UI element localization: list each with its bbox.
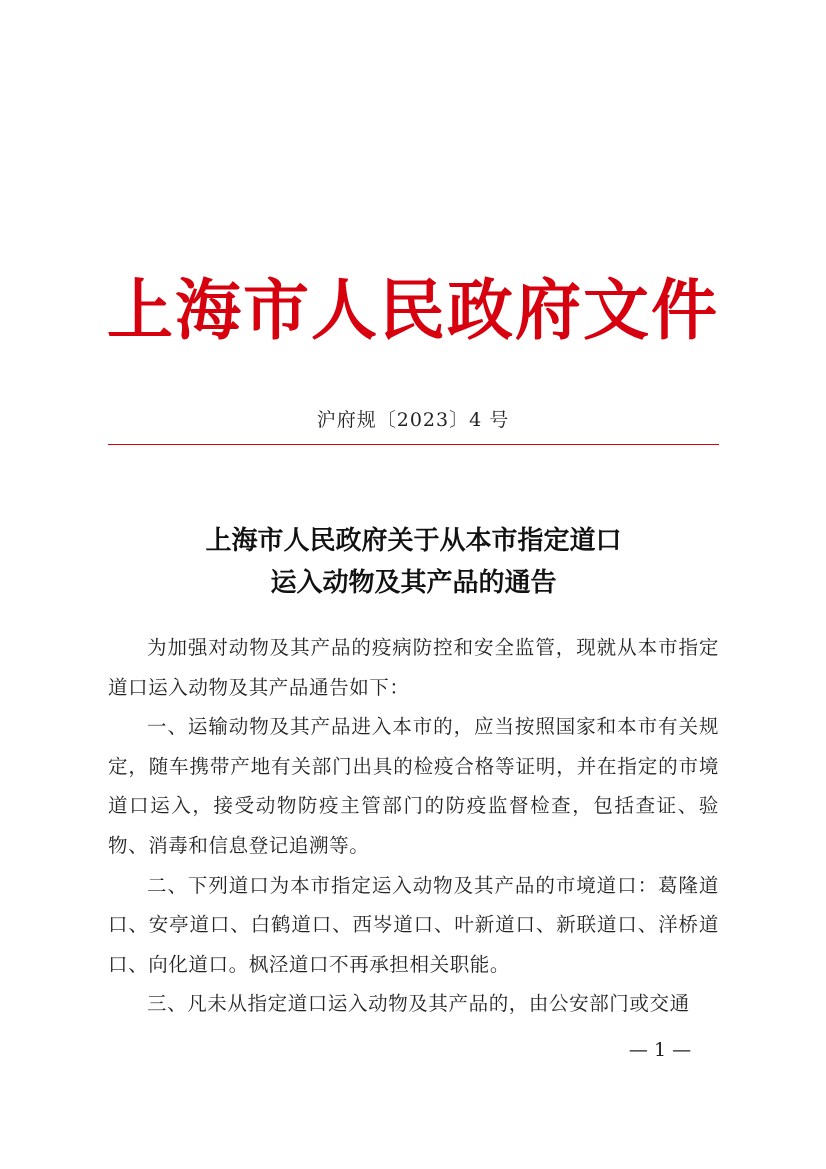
body-paragraph-intro: 为加强对动物及其产品的疫病防控和安全监管，现就从本市指定道口运入动物及其产品通告如下： xyxy=(108,636,719,699)
document-masthead: 上海市人民政府文件 xyxy=(107,271,719,349)
body-paragraph-1: 一、运输动物及其产品进入本市的，应当按照国家和本市有关规定，随车携带产地有关部门出具的检疫合格等证明，并在指定的市境道口运入，接受动物防疫主管部门的防疫监督检查，包括查证、验物、消毒和信息登记追溯等。 xyxy=(108,715,719,857)
document-title xyxy=(108,520,719,604)
title-line-1: 上海市人民政府关于从本市指定道口 xyxy=(205,526,622,556)
document-number: 沪府规〔2023〕4 号 xyxy=(316,409,510,431)
red-separator-line xyxy=(108,444,719,445)
document-body xyxy=(108,628,719,1024)
body-paragraph-3: 三、凡未从指定道口运入动物及其产品的，由公安部门或交通 xyxy=(147,992,690,1016)
title-line-2: 运入动物及其产品的通告 xyxy=(270,568,557,598)
body-paragraph-2: 二、下列道口为本市指定运入动物及其产品的市境道口：葛隆道口、安亭道口、白鹤道口、西岑道口、叶新道口、新联道口、洋桥道口、向化道口。枫泾道口不再承担相关职能。 xyxy=(108,873,719,976)
page-number: — 1 — xyxy=(628,1039,692,1061)
